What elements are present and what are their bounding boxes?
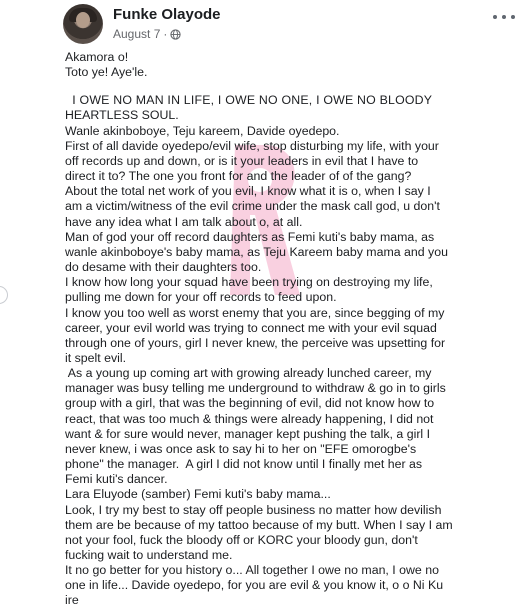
body-line: Femi kuti's dancer.	[65, 472, 168, 487]
body-line: I know you too well as worst enemy that you are, since begging of my	[65, 305, 445, 320]
body-line: group with a girl, that was the beginning of evil, did not know how to	[65, 396, 435, 411]
body-line: Lara Eluyode (samber) Femi kuti's baby mama...	[65, 487, 331, 502]
body-line: phone" the manager. A girl I did not know until I finally met her as	[65, 457, 423, 472]
body-line: off records up and down, or is it your leaders in evil that I have to	[65, 153, 419, 168]
body-line: wanle akinboboye's baby mama, as Teju Kareem baby mama and you	[65, 244, 448, 259]
body-line: not your fool, fuck the bloody off or KORC your bloody gun, don't	[65, 532, 418, 547]
body-line: I OWE NO MAN IN LIFE, I OWE NO ONE, I OWE NO BLOODY	[65, 93, 433, 108]
meta-separator: ·	[163, 27, 168, 41]
body-line: ire	[65, 593, 79, 608]
greeting-line: Toto ye! Aye'le.	[65, 65, 148, 80]
paragraph-gap	[65, 80, 525, 93]
body-line: pulling me down for your off records to feed upon.	[65, 290, 337, 305]
more-horizontal-icon[interactable]	[493, 10, 515, 24]
body-line: It no go better for you history o... All together I owe no man, I owe no	[65, 563, 439, 578]
more-dot	[511, 15, 515, 19]
post-header	[63, 4, 519, 44]
body-line: want & for sure would never, manager kept pushing the talk, a girl I	[65, 426, 431, 441]
body-line: manager was busy telling me underground to withdraw & go in to girls	[65, 381, 446, 396]
body-line: am a victim/witness of the evil crime under the mask call god, u don't	[65, 199, 440, 214]
body-line: have any idea what I am talk about o, at all.	[65, 214, 303, 229]
body-line: through one of yours, girl I never knew, the perceive was upsetting for	[65, 335, 446, 350]
body-line: fucking wait to understand me.	[65, 548, 233, 562]
avatar-face	[76, 12, 90, 28]
side-ring-decoration	[0, 286, 8, 304]
body-line: Look, I try my best to stay off people business no matter how devilish	[65, 502, 442, 517]
body-line: one in life... Davide oyedepo, for you are evil & you know it, o o Ni Ku	[65, 578, 444, 593]
body-line: First of all davide oyedepo/evil wife, stop disturbing my life, with your	[65, 138, 439, 153]
body-line: do desame with their daughters too.	[65, 260, 262, 275]
post-body	[65, 50, 525, 609]
post-date[interactable]: August 7	[113, 27, 161, 41]
body-line: As a young up coming art with growing already lunched career, my	[65, 366, 432, 381]
body-line: career, your evil world was trying to connect me with your evil squad	[65, 320, 437, 335]
post-meta	[113, 27, 181, 41]
body-line: HEARTLESS SOUL.	[65, 108, 179, 123]
body-line: it spelt evil.	[65, 350, 127, 365]
greeting-line: Akamora o!	[65, 50, 129, 64]
author-name[interactable]: Funke Olayode	[113, 6, 221, 23]
body-line: Wanle akinboboye, Teju kareem, Davide oyedepo.	[65, 123, 340, 138]
more-dot	[493, 15, 497, 19]
body-line: direct it to? The one you front for and the leader of of the gang?	[65, 169, 412, 184]
more-dot	[502, 15, 506, 19]
body-line: I know how long your squad have been trying on destroying my life,	[65, 275, 433, 290]
body-line: react, that was too much & things were already happening, I did not	[65, 411, 434, 426]
body-line: About the total net work of you evil, I know what it is o, when I say I	[65, 184, 431, 199]
body-line: never knew, i was once ask to say hi to her on "EFE omorogbe's	[65, 441, 417, 456]
avatar[interactable]	[63, 4, 103, 44]
body-line: Man of god your off record daughters as Femi kuti's baby mama, as	[65, 229, 435, 244]
body-line: them are be because of my tattoo because of my butt. When I say I am	[65, 517, 453, 532]
globe-icon[interactable]	[170, 29, 181, 40]
